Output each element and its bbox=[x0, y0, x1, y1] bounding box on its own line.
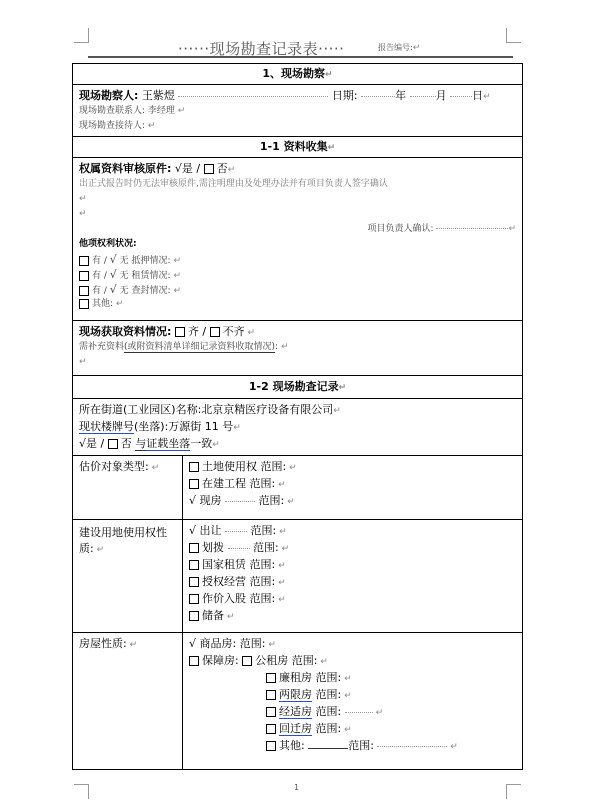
reserve-checkbox[interactable] bbox=[189, 611, 199, 621]
rights-label: 他项权利状况: bbox=[79, 239, 137, 249]
consistent-yes-checked-icon[interactable]: √ bbox=[79, 437, 87, 450]
contact-name[interactable]: 李经理 bbox=[147, 106, 175, 116]
crop-mark-top-left bbox=[74, 28, 89, 43]
section-1-body bbox=[73, 85, 522, 137]
economic-housing-checkbox[interactable] bbox=[266, 707, 276, 717]
plate-line: 现状楼牌号(坐落):万源街 11 号↵ bbox=[79, 420, 241, 433]
rights-mortgage: 有 / √ 无 抵押情况: ↵ bbox=[79, 252, 516, 267]
pm-confirm-line: 项目负责人确认: ↵ bbox=[367, 224, 516, 234]
date-label: 日期: bbox=[331, 89, 358, 102]
yes-checked-icon[interactable]: √ bbox=[174, 162, 182, 175]
surveyor-line: 现场勘察人: 王紫煜 日期: 年 月 日↵ bbox=[79, 89, 491, 102]
price-limited-checkbox[interactable] bbox=[266, 690, 276, 700]
land-use-nature-options: √ 出让 范围: ↵ 划拨 范围: ↵ 国家租赁 范围: ↵ 授权经营 范围: ↵ 作价入股 范围: ↵ 储备 ↵ bbox=[189, 524, 290, 622]
rights-lease: 有 / √ 无 租赁情况: ↵ bbox=[79, 267, 516, 282]
surveyor-label: 现场勘察人: bbox=[79, 89, 139, 102]
object-type-row bbox=[73, 456, 522, 520]
rights-lease-no-checked-icon[interactable]: √ bbox=[109, 268, 117, 281]
commodity-house-checked-icon[interactable]: √ bbox=[189, 637, 197, 650]
affordable-house-checkbox[interactable] bbox=[189, 656, 199, 666]
low-rent-checkbox[interactable] bbox=[266, 673, 276, 683]
equity-contribution-checkbox[interactable] bbox=[189, 594, 199, 604]
day-label: 日 bbox=[472, 89, 484, 102]
rights-mortgage-no-checked-icon[interactable]: √ bbox=[109, 253, 117, 266]
contact-line: 现场勘查联系人: 李经理 ↵ bbox=[79, 106, 186, 116]
transfer-checked-icon[interactable]: √ bbox=[189, 524, 197, 537]
rights-other: 其他: ↵ bbox=[79, 297, 516, 312]
land-use-right-checkbox[interactable] bbox=[189, 462, 199, 472]
resettlement-checkbox[interactable] bbox=[266, 724, 276, 734]
consistent-no-checkbox[interactable] bbox=[108, 439, 118, 449]
state-lease-checkbox[interactable] bbox=[189, 560, 199, 570]
land-use-nature-row bbox=[73, 520, 522, 633]
location-section bbox=[73, 399, 522, 456]
no-checkbox[interactable] bbox=[204, 164, 214, 174]
complete-checkbox[interactable] bbox=[175, 327, 185, 337]
supplement-line: 需补充资料(或附资料清单详细记录资料收取情况): ↵ bbox=[79, 342, 289, 352]
year-label: 年 bbox=[395, 89, 407, 102]
authorized-operation-checkbox[interactable] bbox=[189, 577, 199, 587]
section-1-heading: 1、现场勘察↵ bbox=[73, 64, 522, 85]
rights-lease-yes-checkbox[interactable] bbox=[79, 271, 89, 281]
section-1-1-body: 权属资料审核原件: √是 / 否↵ 出正式报告时仍无法审核原件,需注明理由及处理办法并有项目负责人签字确认 ↵ ↵ 项目负责人确认: ↵ 他项权利状况: 有 / √ 无 抵押情况: ↵ 有 / √ 无 租赁情况: ↵ 有 / √ 无 查封情况: ↵ 其他: ↵ bbox=[73, 158, 522, 321]
section-1-1-heading: 1-1 资料收集↵ bbox=[73, 137, 522, 158]
report-number-label: 报告编号:↵ bbox=[378, 43, 421, 53]
section-1-2-heading: 1-2 现场勘查记录↵ bbox=[73, 376, 522, 399]
house-nature-options: √ 商品房: 范围: ↵ 保障房: 公租房 范围: ↵ 廉租房 范围: ↵ 两限房 范围: ↵ 经适房 范围: ↵ 回迁房 范围: ↵ 其他: 范围: ↵ bbox=[189, 637, 458, 752]
house-nature-row bbox=[73, 633, 522, 769]
allocation-checkbox[interactable] bbox=[189, 543, 199, 553]
document-title: ······现场勘查记录表····· bbox=[178, 40, 345, 58]
review-original-line: 权属资料审核原件: √是 / 否↵ bbox=[79, 162, 236, 175]
survey-form-table bbox=[72, 63, 523, 770]
object-type-options: 土地使用权 范围: ↵ 在建工程 范围: ↵ √ 现房 范围: ↵ bbox=[189, 460, 297, 507]
page-number: 1 bbox=[294, 783, 300, 792]
object-type-label: 估价对象类型: ↵ bbox=[73, 456, 183, 519]
public-rental-checkbox[interactable] bbox=[242, 656, 252, 666]
rights-other-checkbox[interactable] bbox=[79, 299, 89, 309]
other-housing-checkbox[interactable] bbox=[266, 741, 276, 751]
rights-mortgage-yes-checkbox[interactable] bbox=[79, 256, 89, 266]
acquired-materials-line: 现场获取资料情况: 齐 / 不齐 ↵ bbox=[79, 325, 256, 338]
under-construction-checkbox[interactable] bbox=[189, 479, 199, 489]
rights-seizure-no-checked-icon[interactable]: √ bbox=[109, 283, 117, 296]
incomplete-checkbox[interactable] bbox=[210, 327, 220, 337]
crop-mark-bottom-right bbox=[506, 784, 521, 799]
month-label: 月 bbox=[435, 89, 447, 102]
rights-seizure-yes-checkbox[interactable] bbox=[79, 286, 89, 296]
land-use-nature-label: 建设用地使用权性质: ↵ bbox=[73, 520, 183, 632]
acquired-materials-section: 现场获取资料情况: 齐 / 不齐 ↵ 需补充资料(或附资料清单详细记录资料收取情况): ↵ ↵ bbox=[73, 321, 522, 376]
street-name-line: 所在街道(工业园区)名称:北京京精医疗设备有限公司↵ bbox=[79, 403, 341, 416]
review-note: 出正式报告时仍无法审核原件,需注明理由及处理办法并有项目负责人签字确认 bbox=[79, 179, 388, 189]
existing-house-checked-icon[interactable]: √ bbox=[189, 494, 197, 507]
house-nature-label: 房屋性质: ↵ bbox=[73, 633, 183, 769]
rights-seizure: 有 / √ 无 查封情况: ↵ bbox=[79, 282, 516, 297]
surveyor-name[interactable]: 王紫煜 bbox=[141, 89, 175, 102]
consistency-line: √是 / 否 与证载坐落一致↵ bbox=[79, 437, 220, 450]
crop-mark-bottom-left bbox=[74, 784, 89, 799]
receiver-line: 现场勘查接待人: ↵ bbox=[79, 121, 156, 131]
